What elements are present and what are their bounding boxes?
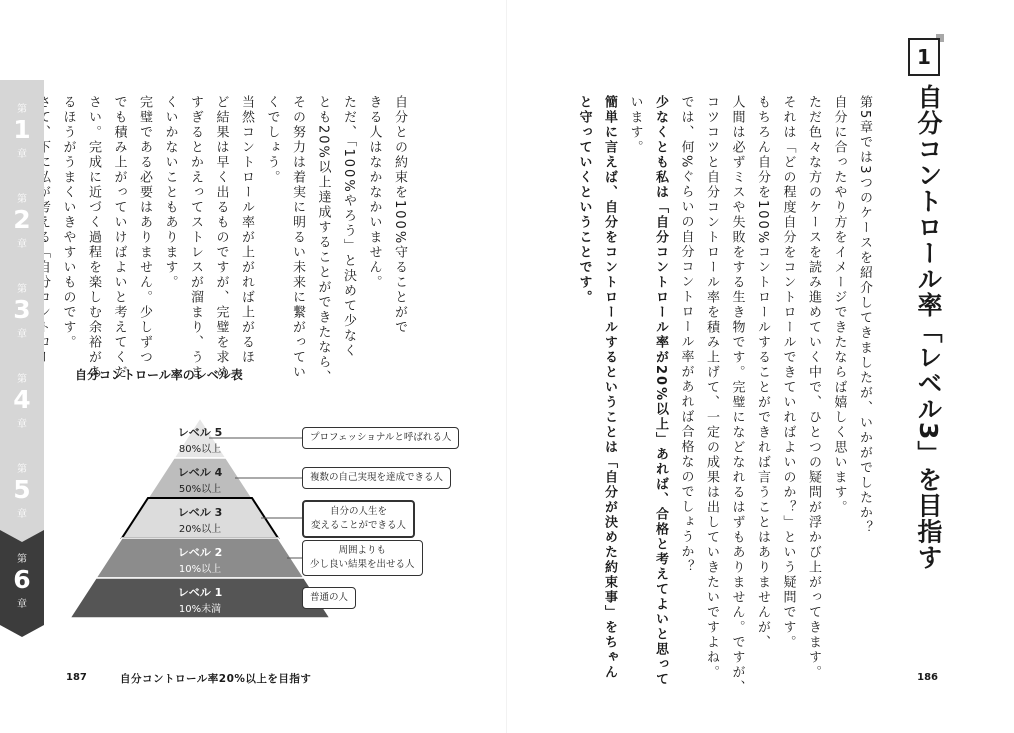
- chapter-tab-suffix: 章: [17, 149, 27, 160]
- chapter-tab-1: [0, 80, 44, 170]
- chapter-tab-suffix: 章: [17, 599, 27, 610]
- chapter-tab-6: [0, 530, 44, 625]
- pyramid-level-label: レベル 2: [177, 546, 223, 559]
- chapter-tab-2: [0, 170, 44, 260]
- chapter-tab-prefix: 第: [17, 464, 27, 475]
- right-body-line: ただ色々な方のケースを読み進めていく中で、ひとつの疑問が浮かび上がってきます。: [806, 95, 821, 680]
- right-body-line: 簡単に言えば、自分をコントロールするということは「自分が決めた約束事」をちゃん: [602, 95, 617, 680]
- running-head: 自分コントロール率20%以上を目指す: [120, 673, 312, 685]
- callout-level-5: プロフェッショナルと呼ばれる人: [302, 427, 459, 449]
- left-body-line: ただ、「100%やろう」と決めて少なく: [341, 95, 356, 359]
- right-body-line: では、何%ぐらいの自分コントロール率があれば合格なのでしょうか？: [678, 95, 694, 575]
- chapter-tabs: [0, 80, 46, 625]
- left-body-line: きる人はなかなかいません。: [366, 95, 382, 290]
- chapter-tab-suffix: 章: [17, 419, 27, 430]
- callout-level-2: 周囲よりも 少し良い結果を出せる人: [302, 540, 423, 576]
- right-body-line: います。: [627, 95, 643, 155]
- chapter-tab-suffix: 章: [17, 509, 27, 520]
- right-body-line: 少なくとも私は「自分コントロール率が20%以上」あれば、合格と考えてよいと思って: [653, 95, 668, 688]
- pyramid-level-percent: 20%以上: [178, 524, 222, 535]
- chapter-tab-number: 5: [13, 475, 31, 504]
- right-body-line: と守っていくということです。: [576, 95, 592, 305]
- figure-title: 自分コントロール率のレベル表: [75, 368, 243, 382]
- chapter-tab-5: [0, 440, 44, 530]
- chapter-tab-number: 3: [13, 295, 31, 324]
- left-body-line: でも積み上がっていけばよいと考えてくだ: [111, 95, 127, 380]
- callout-level-1: 普通の人: [302, 587, 356, 609]
- left-body-line: その努力は着実に明るい未来に繋がってい: [290, 95, 305, 380]
- pyramid-level-percent: 80%以上: [178, 444, 222, 455]
- page-number-left: 187: [66, 672, 87, 683]
- left-body-line: 自分との約束を100%守ることがで: [392, 95, 407, 336]
- chapter-tab-prefix: 第: [17, 104, 27, 115]
- chapter-tab-prefix: 第: [17, 194, 27, 205]
- pyramid-level-label: レベル 3: [177, 506, 223, 519]
- left-body-line: 完璧である必要はありません。少しずつ: [137, 95, 152, 365]
- callout-level-3: 自分の人生を 変えることができる人: [302, 500, 415, 538]
- right-body-line: 自分に合ったやり方をイメージできたならば嬉しく思います。: [831, 95, 847, 515]
- section-title: 自分コントロール率「レベル3」を目指す: [914, 84, 943, 571]
- chapter-tab-3: [0, 260, 44, 350]
- left-body-line: 当然コントロール率が上がれば上がるほ: [239, 95, 254, 365]
- chapter-tab-prefix: 第: [17, 284, 27, 295]
- chapter-tab-number: 2: [13, 205, 31, 234]
- left-body-line: とも20%以上達成することができたなら、: [315, 95, 331, 385]
- chapter-tab-number: 4: [13, 385, 31, 414]
- chapter-tab-prefix: 第: [17, 374, 27, 385]
- left-body-line: ど結果は早く出るものですが、完璧を求め: [213, 95, 229, 380]
- pyramid-level-percent: 10%未満: [178, 604, 222, 615]
- pyramid-level-label: レベル 4: [177, 466, 223, 479]
- pyramid-level-percent: 10%以上: [178, 564, 222, 575]
- chapter-tab-number: 6: [13, 565, 31, 594]
- chapter-tab-4: [0, 350, 44, 440]
- chapter-tab-prefix: 第: [17, 554, 27, 565]
- chapter-tab-number: 1: [13, 115, 31, 144]
- right-body-line: それは「どの程度自分をコントロールできていればよいのか？」という疑問です。: [780, 95, 796, 650]
- pyramid-level-percent: 50%以上: [178, 484, 222, 495]
- right-body-line: 人間は必ずミスや失敗をする生き物です。完璧になどなれるはずもありません。ですが、: [729, 95, 745, 695]
- section-number: 1: [908, 38, 940, 76]
- pyramid-level-label: レベル 1: [177, 586, 223, 599]
- left-body-line: くでしょう。: [264, 95, 280, 185]
- page-number-right: 186: [917, 672, 938, 683]
- left-body-line: るほうがうまくいきやすいものです。: [60, 95, 76, 350]
- callout-level-4: 複数の自己実現を達成できる人: [302, 467, 451, 489]
- left-body-line: さい。完成に近づく過程を楽しむ余裕があ: [86, 95, 101, 380]
- right-body-line: 第5章では3つのケースを紹介してきましたが、いかがでしたか？: [857, 95, 872, 536]
- right-body-line: もちろん自分を100%コントロールすることができれば言うことはありませんが、: [755, 95, 770, 651]
- pyramid-level-label: レベル 5: [177, 426, 223, 439]
- chapter-tab-suffix: 章: [17, 329, 27, 340]
- right-body-line: コツコツと自分コントロール率を積み上げて、一定の成果は出していきたいですよね。: [704, 95, 719, 680]
- chapter-tab-suffix: 章: [17, 239, 27, 250]
- right-body-text: [571, 95, 877, 695]
- left-body-line: すぎるとかえってストレスが溜まり、うま: [188, 95, 203, 380]
- left-body-line: くいかないこともあります。: [162, 95, 178, 290]
- right-page: [507, 0, 1014, 733]
